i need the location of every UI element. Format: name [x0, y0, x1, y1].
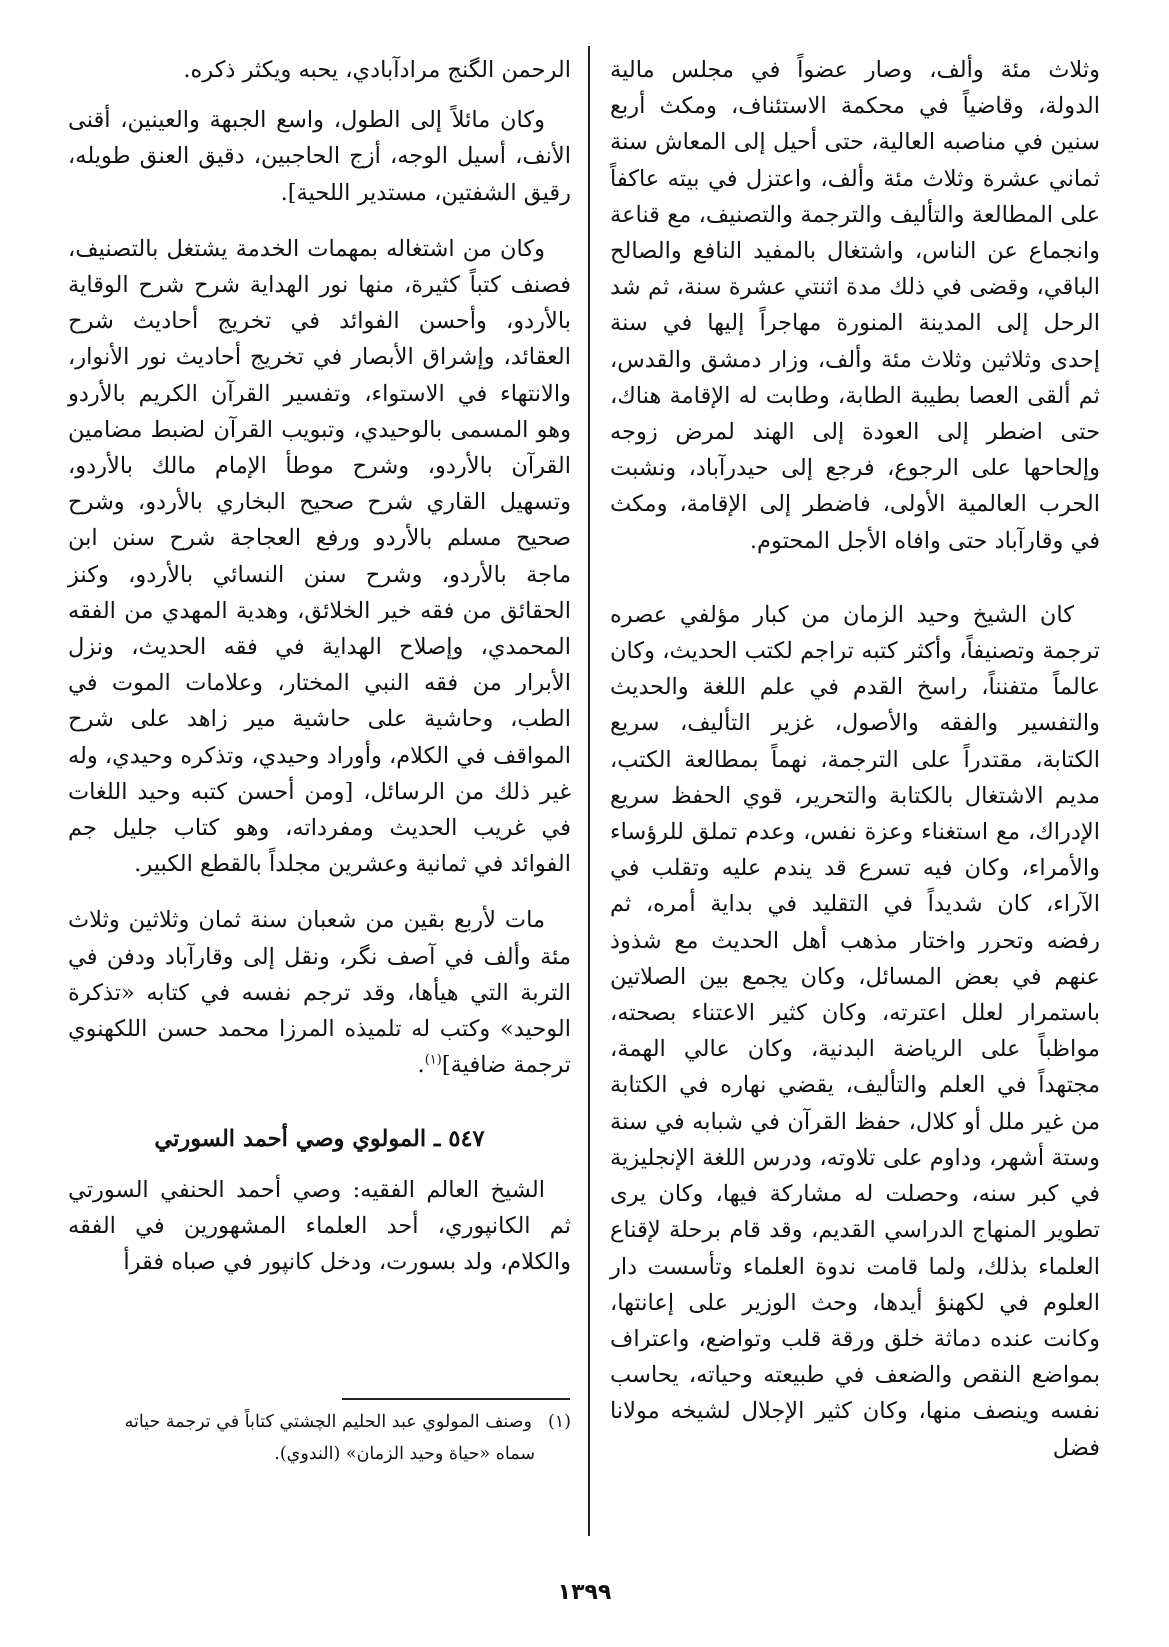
entry-heading: ٥٤٧ ـ المولوي وصي أحمد السورتي [154, 1126, 485, 1153]
paragraph-end: . [417, 1052, 425, 1079]
right-column [610, 52, 1100, 1466]
paragraph: الرحمن الگنج مرادآبادي، يحبه ويكثر ذكره. [183, 57, 571, 83]
paragraph: كان الشيخ وحيد الزمان من كبار مؤلفي عصره ترجمة وتصنيفاً، وأكثر كتبه تراجم لكتب الحديث، وكان عالماً متفنناً، راسخ القدم في علم اللغة والحديث والتفسير والفقه والأصول، غزير التأليف، سريع الكتابة، مقتدراً على الترجمة، نهماً بمطالعة الكتب، مديم الاشتغال بالكتابة والتحرير، قوي الحفظ سريع الإدراك، مع استغناء وعزة نفس، وعدم تملق للرؤساء والأمراء، وكان فيه تسرع قد يندم عليه وتقلب في الآراء، كان شديداً في التقليد في بداية أمره، ثم رفضه وتحرر واختار مذهب أهل الحديث مع شذوذ عنهم في بعض المسائل، وكان يجمع بين الصلاتين باستمرار لعلل اعترته، وكان كثير الاعتناء بصحته، مواظباً على الرياضة البدنية، وكان عالي الهمة، مجتهداً في العلم والتأليف، يقضي نهاره في الكتابة من غير ملل أو كلال، حفظ القرآن في شبابه في سنة وستة أشهر، وداوم على تلاوته، ودرس اللغة الإنجليزية في كبر سنه، وحصلت له مشاركة فيها، وكان يرى تطوير المنهاج الدراسي القديم، وقد قام برحلة لإقناع العلماء بذلك، ولما قامت ندوة العلماء وتأسست دار العلوم في لكهنؤ أيدها، وحث الوزير على إعانتها، وكانت عنده دماثة خلق ورقة قلب وتواضع، واعتراف بمواضع النقص والضعف في طبيعته وحياته، يحاسب نفسه وينصف منها، وكان كثير الإجلال لشيخه مولانا فضل [610, 601, 1100, 1461]
footnote-text: وصنف المولوي عبد الحليم الچشتي كتاباً في ترجمة حياته [124, 1412, 532, 1432]
footnote-rule [342, 1398, 570, 1400]
footnote-line [68, 1406, 571, 1438]
column-divider [588, 46, 590, 1536]
footnote-line: سماه «حياة وحيد الزمان» (الندوي). [274, 1444, 535, 1464]
left-column [68, 52, 571, 1280]
paragraph: وكان مائلاً إلى الطول، واسع الجبهة والعينين، أقنى الأنف، أسيل الوجه، أزج الحاجبين، دقيق العنق طويله، رقيق الشفتين، مستدير اللحية]. [68, 107, 571, 206]
paragraph: وكان من اشتغاله بمهمات الخدمة يشتغل بالتصنيف، فصنف كتباً كثيرة، منها نور الهداية شرح شرح الوقاية بالأردو، وأحسن الفوائد في تخريج أحاديث شرح العقائد، وإشراق الأبصار في تخريج أحاديث نور الأنوار، والانتهاء في الاستواء، وتفسير القرآن الكريم بالأردو وهو المسمى بالوحيدي، وتبويب القرآن لضبط مضامين القرآن بالأردو، وشرح موطأ الإمام مالك بالأردو، وتسهيل القاري شرح صحيح البخاري بالأردو، وشرح صحيح مسلم بالأردو ورفع العجاجة شرح سنن ابن ماجة بالأردو، وشرح سنن النسائي بالأردو، وكنز الحقائق من فقه خير الخلائق، وهدية المهدي من الفقه المحمدي، وإصلاح الهداية في فقه الحديث، ونزل الأبرار من فقه النبي المختار، وعلامات الموت في الطب، وحاشية على حاشية مير زاهد على شرح المواقف في الكلام، وأوراد وحيدي، وتذكره وحيدي، وله غير ذلك من الرسائل، [ومن أحسن كتبه وحيد اللغات في غريب الحديث ومفرداته، وهو كتاب جليل جم الفوائد في ثمانية وعشرين مجلداً بالقطع الكبير. [67, 235, 571, 878]
footnote [68, 1406, 571, 1470]
paragraph-text: مات لأربع بقين من شعبان سنة ثمان وثلاثين وثلاث مئة وألف في آصف نگر، ونقل إلى وقارآباد ودفن في التربة التي هيأها، وقد ترجم نفسه في كتابه «تذكرة الوحيد» وكتب له تلميذه المرزا محمد حسن اللكهنوي ترجمة ضافية] [68, 907, 571, 1079]
paragraph [68, 902, 571, 1083]
footnote-mark: (١) [547, 1412, 571, 1432]
paragraph: الشيخ العالم الفقيه: وصي أحمد الحنفي السورتي ثم الكانپوري، أحد العلماء المشهورين في الفقه والكلام، ولد بسورت، ودخل كانپور في صباه فقرأ [68, 1176, 571, 1276]
paragraph: وثلاث مئة وألف، وصار عضواً في مجلس مالية الدولة، وقاضياً في محكمة الاستئناف، ومكث أربع سنين في مناصبه العالية، حتى أحيل إلى المعاش سنة ثماني عشرة وثلاث مئة وألف، واعتزل في بيته عاكفاً على المطالعة والتأليف والترجمة والتصنيف، مع قناعة وانجماع عن الناس، واشتغال بالمفيد النافع والصالح الباقي، وقضى في ذلك مدة اثنتي عشرة سنة، ثم شد الرحل إلى المدينة المنورة مهاجراً إليها في سنة إحدى وثلاثين وثلاث مئة وألف، وزار دمشق والقدس، ثم ألقى العصا بطيبة الطابة، وطابت له الإقامة هناك، حتى اضطر إلى العودة إلى الهند لمرض زوجه وإلحاحها على الرجوع، فرجع إلى حيدرآباد، ونشبت الحرب العالمية الأولى، فاضطر إلى الإقامة، ومكث في وقارآباد حتى وافاه الأجل المحتوم. [610, 57, 1100, 554]
footnote-reference: (١) [424, 1052, 442, 1068]
page-number: ١٣٩٩ [557, 1580, 612, 1605]
